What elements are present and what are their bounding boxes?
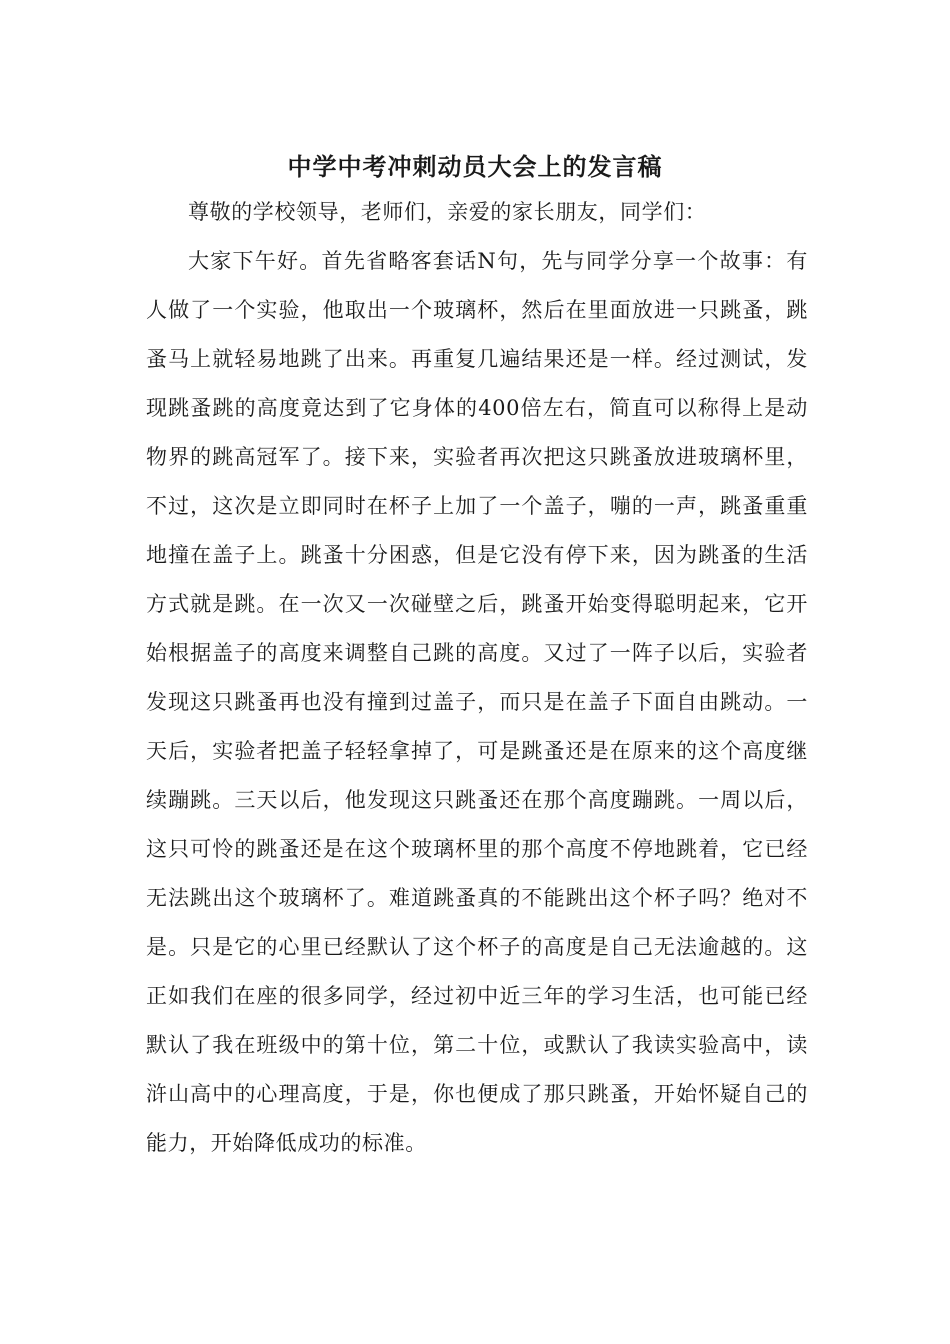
document-title: 中学中考冲刺动员大会上的发言稿 — [287, 152, 663, 181]
story-paragraph: 大家下午好。首先省略客套话N句，先与同学分享一个故事：有人做了一个实验，他取出一个玻璃杯，然后在里面放进一只跳蚤，跳蚤马上就轻易地跳了出来。再重复几遍结果还是一样。经过测试，发现跳蚤跳的高度竟达到了它身体的400倍左右，简直可以称得上是动物界的跳高冠军了。接下来，实验者再次把这只跳蚤放进玻璃杯里，不过，这次是立即同时在杯子上加了一个盖子，嘣的一声，跳蚤重重地撞在盖子上。跳蚤十分困惑，但是它没有停下来，因为跳蚤的生活方式就是跳。在一次又一次碰壁之后，跳蚤开始变得聪明起来，它开始根据盖子的高度来调整自己跳的高度。又过了一阵子以后，实验者发现这只跳蚤再也没有撞到过盖子，而只是在盖子下面自由跳动。一天后，实验者把盖子轻轻拿掉了，可是跳蚤还是在原来的这个高度继续蹦跳。三天以后，他发现这只跳蚤还在那个高度蹦跳。一周以后，这只可怜的跳蚤还是在这个玻璃杯里的那个高度不停地跳着，它已经无法跳出这个玻璃杯了。难道跳蚤真的不能跳出这个杯子吗？绝对不是。只是它的心里已经默认了这个杯子的高度是自己无法逾越的。这正如我们在座的很多同学，经过初中近三年的学习生活，也可能已经默认了我在班级中的第十位，第二十位，或默认了我读实验高中，读浒山高中的心理高度，于是，你也便成了那只跳蚤，开始怀疑自己的能力，开始降低成功的标准。 — [146, 249, 808, 1155]
salutation-paragraph: 尊敬的学校领导，老师们，亲爱的家长朋友，同学们： — [188, 200, 707, 224]
document-body — [146, 188, 808, 1168]
